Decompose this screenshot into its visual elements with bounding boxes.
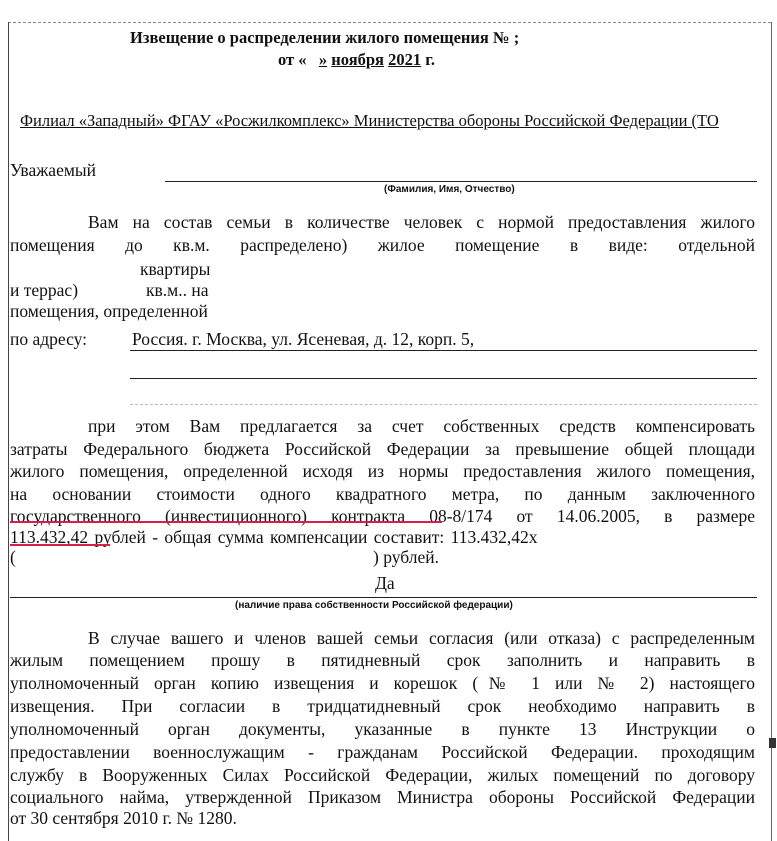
branch-name: Филиал «Западный» ФГАУ «Росжилкомплекс» Министерства обороны Российской Федерации (ТО bbox=[20, 111, 719, 130]
date-day-close: » bbox=[318, 50, 328, 69]
amount-highlight-underline bbox=[10, 544, 110, 546]
para1-line: помещения до кв.м. распределено) жилое помещение в виде: отдельной bbox=[10, 235, 755, 255]
address-line-3 bbox=[130, 404, 757, 405]
address-line-1 bbox=[130, 350, 757, 351]
ownership-line bbox=[10, 597, 757, 598]
document-date bbox=[278, 50, 435, 70]
para2-line: государственного (инвестиционного) контракта 08-8/174 от 14.06.2005, в размере bbox=[10, 506, 755, 526]
ownership-value: Да bbox=[375, 573, 395, 593]
para1-line: квартиры bbox=[140, 259, 211, 279]
para1-line: Вам на состав семьи в количестве человек с нормой предоставления жилого bbox=[88, 212, 755, 232]
para3-line: предоставлении военнослужащим - гражданам Российской Федерации. проходящим bbox=[10, 742, 755, 762]
address-label: по адресу: bbox=[10, 329, 88, 349]
para3-line: социального найма, утвержденной Приказом Министра обороны Российской Федерации bbox=[10, 787, 755, 807]
para3-line: жилым помещением прошу в пятидневный срок заполнить и направить в bbox=[10, 650, 755, 670]
scan-mark bbox=[769, 738, 776, 748]
date-prefix: от « bbox=[278, 50, 307, 69]
contract-highlight-underline bbox=[10, 521, 442, 523]
para2-line: при этом Вам предлагается за счет собственных средств компенсировать bbox=[88, 416, 755, 436]
recipient-name-caption: (Фамилия, Имя, Отчество) bbox=[384, 184, 515, 195]
para2-line: 113.432,42 рублей - общая сумма компенсации составит: 113.432,42х bbox=[10, 527, 538, 547]
document-title: Извещение о распределении жилого помещения № ; bbox=[130, 28, 520, 47]
para3-line: В случае вашего и членов вашей семьи согласия (или отказа) с распределенным bbox=[88, 628, 755, 648]
para3-line: уполномоченный орган копию извещения и корешок (№ 1 или № 2) настоящего bbox=[10, 673, 755, 693]
para1-line: и террас) bbox=[10, 280, 79, 300]
para3-line: от 30 сентября 2010 г. № 1280. bbox=[10, 808, 237, 828]
date-month: ноября bbox=[331, 50, 384, 69]
greeting-label: Уважаемый bbox=[10, 160, 97, 180]
frame-top-border bbox=[8, 22, 771, 23]
para2-line: жилого помещения, определенной исходя из нормы предоставления жилого помещения, bbox=[10, 461, 755, 481]
para2-line: затраты Федерального бюджета Российской Федерации за превышение общей площади bbox=[10, 439, 755, 459]
recipient-name-line bbox=[165, 181, 757, 182]
date-suffix: г. bbox=[425, 50, 436, 69]
para2-line: ( bbox=[10, 547, 16, 567]
address-line-2 bbox=[130, 378, 757, 379]
frame-right-border bbox=[771, 22, 772, 841]
para3-line: уполномоченный орган документы, указанные в пункте 13 Инструкции о bbox=[10, 719, 755, 739]
address-value: Россия. г. Москва, ул. Ясеневая, д. 12, корп. 5, bbox=[132, 329, 475, 349]
para3-line: службу в Вооруженных Силах Российской Федерации, жилых помещений по договору bbox=[10, 765, 755, 785]
date-year: 2021 bbox=[388, 50, 422, 69]
para1-line: помещения, определенной bbox=[10, 301, 208, 321]
para2-line: ) рублей. bbox=[373, 547, 439, 567]
para1-line: кв.м.. на bbox=[146, 280, 209, 300]
frame-left-border bbox=[8, 22, 9, 841]
para3-line: извещения. При согласии в тридцатидневный срок необходимо направить в bbox=[10, 696, 755, 716]
ownership-caption: (наличие права собственности Российской федерации) bbox=[235, 600, 513, 611]
para2-line: на основании стоимости одного квадратного метра, по данным заключенного bbox=[10, 484, 755, 504]
